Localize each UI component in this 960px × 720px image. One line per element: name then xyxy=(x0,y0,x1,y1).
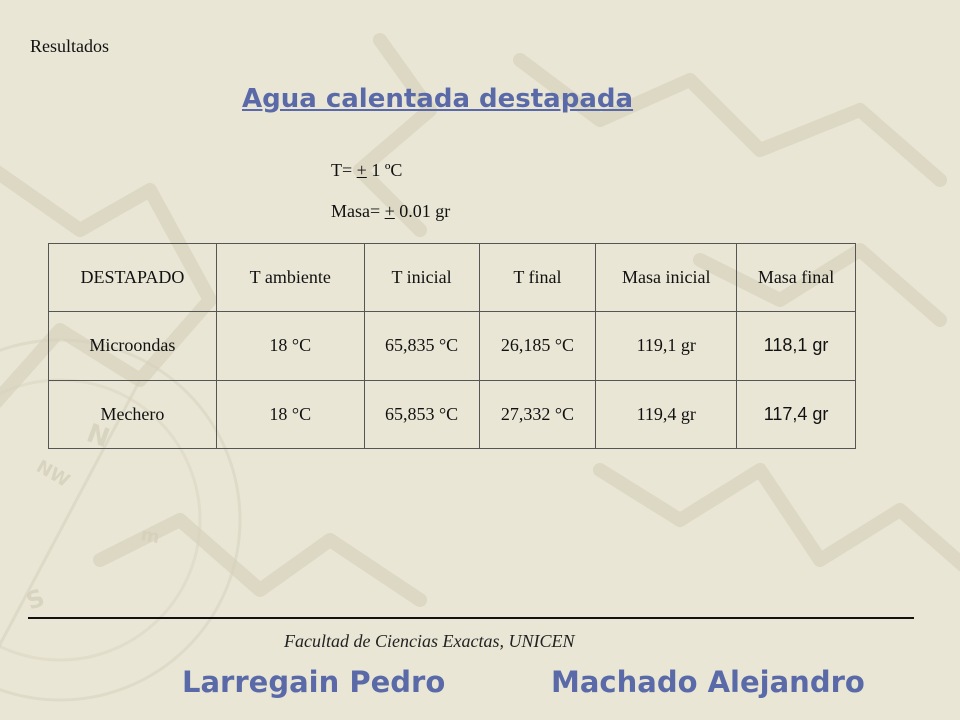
svg-text:m: m xyxy=(139,524,162,549)
table-header-row xyxy=(49,244,856,312)
table-row xyxy=(49,380,856,448)
header-cell-t-ambiente: T ambiente xyxy=(216,244,364,312)
tolerance-prefix: Masa= xyxy=(331,201,385,221)
results-table xyxy=(48,243,856,449)
svg-text:S: S xyxy=(22,583,49,616)
tolerance-value: 1 ºC xyxy=(366,160,403,180)
plus-minus-sign: + xyxy=(384,201,395,221)
slide-title: Agua calentada destapada xyxy=(242,84,634,114)
table-cell: Mechero xyxy=(49,380,217,448)
header-cell-masa-final: Masa final xyxy=(737,244,856,312)
table-cell: 18 °C xyxy=(216,380,364,448)
table-cell: 65,835 °C xyxy=(364,312,479,380)
footer-divider xyxy=(28,617,914,619)
header-cell-t-inicial: T inicial xyxy=(364,244,479,312)
svg-text:NW: NW xyxy=(32,456,74,492)
institution-footer: Facultad de Ciencias Exactas, UNICEN xyxy=(284,631,575,651)
table-cell: 26,185 °C xyxy=(479,312,596,380)
table-cell: 27,332 °C xyxy=(479,380,596,448)
tolerance-prefix: T= xyxy=(331,160,357,180)
header-cell-masa-inicial: Masa inicial xyxy=(596,244,737,312)
author-name: Larregain Pedro xyxy=(182,665,446,699)
table-cell: 119,1 gr xyxy=(596,312,737,380)
table-cell: 18 °C xyxy=(216,312,364,380)
table-cell: 117,4 gr xyxy=(737,380,856,448)
header-cell-t-final: T final xyxy=(479,244,596,312)
temperature-tolerance xyxy=(331,160,402,181)
table-row xyxy=(49,312,856,380)
header-cell-destapado: DESTAPADO xyxy=(49,244,217,312)
table-cell: 65,853 °C xyxy=(364,380,479,448)
table-cell: Microondas xyxy=(49,312,217,380)
author-name: Machado Alejandro xyxy=(551,665,865,699)
table-cell: 118,1 gr xyxy=(737,312,856,380)
svg-text:N: N xyxy=(82,418,114,455)
mass-tolerance xyxy=(331,201,450,222)
table-cell: 119,4 gr xyxy=(596,380,737,448)
tolerance-value: 0.01 gr xyxy=(394,201,451,221)
section-label: Resultados xyxy=(30,36,109,56)
plus-minus-sign: + xyxy=(356,160,367,180)
